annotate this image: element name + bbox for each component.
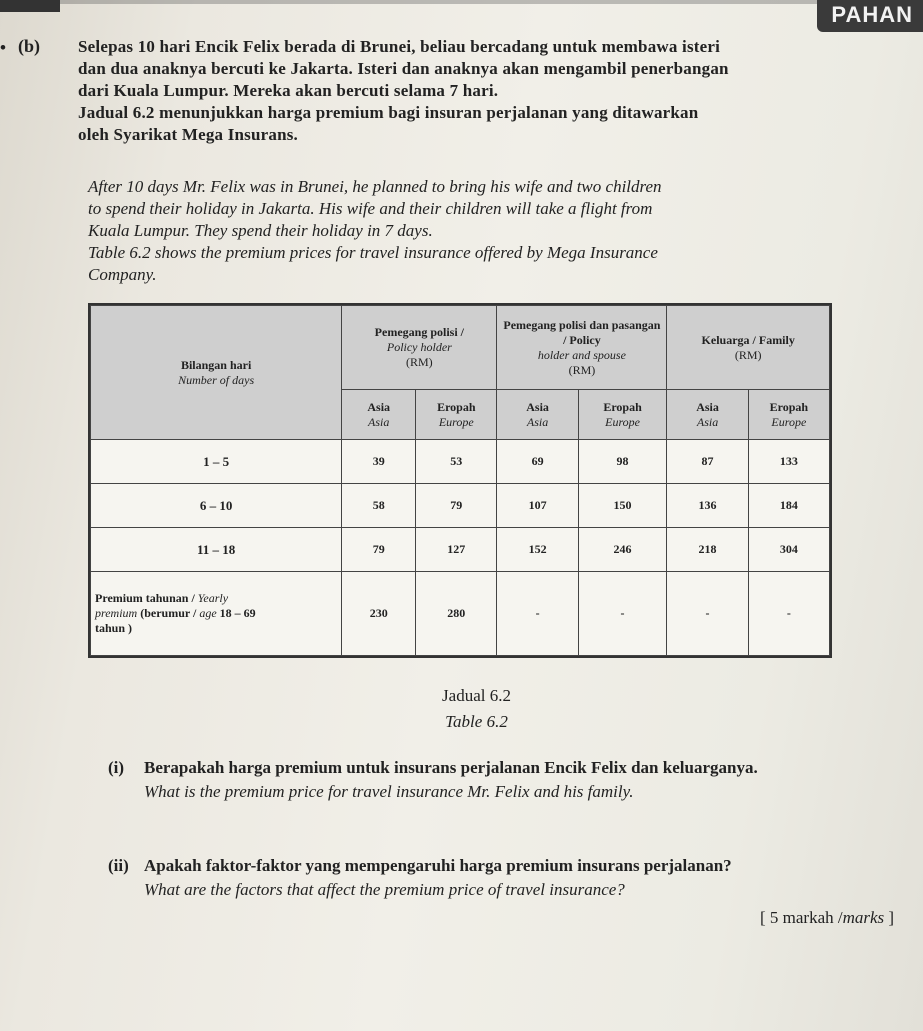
yearly-premium-row <box>91 572 830 656</box>
header-holder-and-spouse: Pemegang polisi dan pasangan / Policy holder and spouse (RM) <box>497 306 667 390</box>
header-europe: Eropah Europe <box>578 390 667 440</box>
margin-bullet: • <box>0 38 6 57</box>
days-range-cell: 11 – 18 <box>91 528 342 572</box>
premium-cell: 79 <box>342 528 416 572</box>
sub-question-english: What are the factors that affect the premium price of travel insurance? <box>144 880 625 899</box>
premium-cell: 304 <box>748 528 829 572</box>
sub-question-english: What is the premium price for travel insurance Mr. Felix and his family. <box>144 782 634 801</box>
table-caption-english: Table 6.2 <box>445 712 508 731</box>
table-row <box>91 528 830 572</box>
header-europe: Eropah Europe <box>748 390 829 440</box>
malay-line: dan dua anaknya bercuti ke Jakarta. Isteri dan anaknya akan mengambil penerbangan <box>78 59 729 78</box>
premium-cell: 69 <box>497 440 578 484</box>
top-edge-shadow <box>0 0 923 4</box>
premium-cell: 39 <box>342 440 416 484</box>
yearly-premium-label: Premium tahunan / Yearly premium (berumur / age 18 – 69 tahun ) <box>91 572 342 656</box>
premium-cell: 218 <box>667 528 748 572</box>
english-line: Company. <box>88 265 157 284</box>
premium-cell: 87 <box>667 440 748 484</box>
premium-cell: - <box>578 572 667 656</box>
malay-line: Jadual 6.2 menunjukkan harga premium bagi insuran perjalanan yang ditawarkan <box>78 103 699 122</box>
sub-question-label: (ii) <box>108 856 129 875</box>
premium-cell: 98 <box>578 440 667 484</box>
premium-cell: 53 <box>416 440 497 484</box>
premium-cell: - <box>497 572 578 656</box>
english-line: Kuala Lumpur. They spend their holiday in 7 days. <box>88 221 433 240</box>
table-row <box>91 484 830 528</box>
premium-table <box>88 303 832 658</box>
header-policy-holder: Pemegang polisi / Policy holder (RM) <box>342 306 497 390</box>
header-family: Keluarga / Family (RM) <box>667 306 830 390</box>
premium-cell: 107 <box>497 484 578 528</box>
premium-cell: 152 <box>497 528 578 572</box>
premium-cell: 136 <box>667 484 748 528</box>
header-europe: Eropah Europe <box>416 390 497 440</box>
question-text-malay <box>78 36 818 146</box>
malay-line: dari Kuala Lumpur. Mereka akan bercuti selama 7 hari. <box>78 81 499 100</box>
premium-cell: - <box>667 572 748 656</box>
sub-question-malay: Berapakah harga premium untuk insurans perjalanan Encik Felix dan keluarganya. <box>144 758 758 777</box>
malay-line: oleh Syarikat Mega Insurans. <box>78 125 299 144</box>
premium-cell: 150 <box>578 484 667 528</box>
english-line: After 10 days Mr. Felix was in Brunei, he planned to bring his wife and two children <box>88 177 662 196</box>
english-line: Table 6.2 shows the premium prices for travel insurance offered by Mega Insurance <box>88 243 658 262</box>
table-caption-malay: Jadual 6.2 <box>442 686 511 705</box>
premium-cell: 280 <box>416 572 497 656</box>
premium-cell: 79 <box>416 484 497 528</box>
malay-line: Selepas 10 hari Encik Felix berada di Brunei, beliau bercadang untuk membawa isteri <box>78 37 721 56</box>
premium-cell: 133 <box>748 440 829 484</box>
english-line: to spend their holiday in Jakarta. His wife and their children will take a flight from <box>88 199 653 218</box>
top-edge-mark <box>0 0 60 12</box>
question-part-label: (b) <box>18 36 40 56</box>
header-asia: Asia Asia <box>497 390 578 440</box>
days-range-cell: 1 – 5 <box>91 440 342 484</box>
sub-question-malay: Apakah faktor-faktor yang mempengaruhi harga premium insurans perjalanan? <box>144 856 732 875</box>
premium-cell: 127 <box>416 528 497 572</box>
corner-section-label: PAHAN <box>817 0 923 32</box>
question-text-english <box>88 176 828 286</box>
marks-label: [ 5 markah /marks ] <box>760 908 895 927</box>
premium-cell: 184 <box>748 484 829 528</box>
premium-cell: - <box>748 572 829 656</box>
sub-question-label: (i) <box>108 758 125 777</box>
header-number-of-days: Bilangan hari Number of days <box>91 306 342 440</box>
header-asia: Asia Asia <box>342 390 416 440</box>
days-range-cell: 6 – 10 <box>91 484 342 528</box>
premium-cell: 246 <box>578 528 667 572</box>
header-asia: Asia Asia <box>667 390 748 440</box>
premium-cell: 58 <box>342 484 416 528</box>
premium-cell: 230 <box>342 572 416 656</box>
table-row <box>91 440 830 484</box>
